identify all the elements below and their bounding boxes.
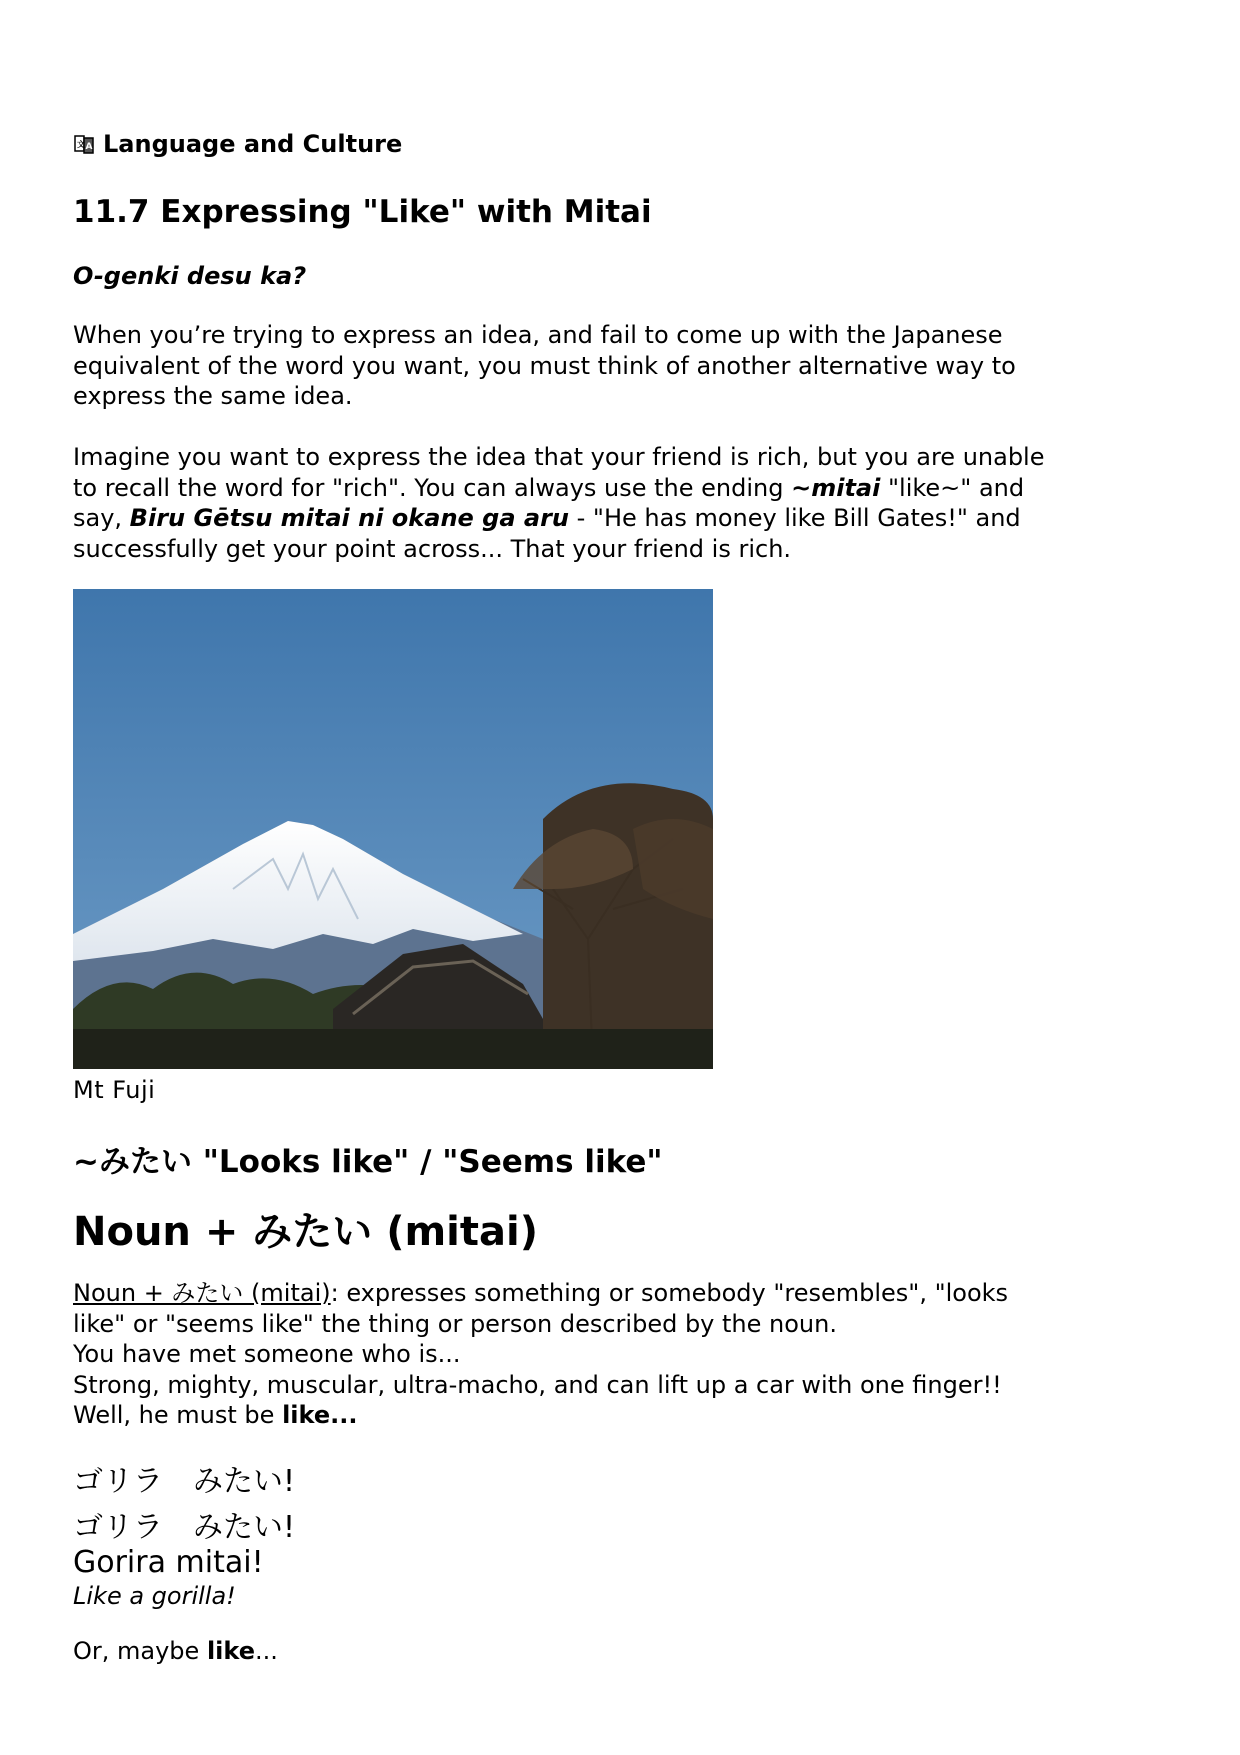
example-text: to recall the word for "rich". You can always use the ending	[73, 473, 792, 502]
page-title: 11.7 Expressing "Like" with Mitai	[73, 194, 652, 230]
section-label	[73, 130, 402, 158]
grammar-heading: Noun + みたい (mitai)	[73, 1209, 538, 1255]
intro-line: express the same idea.	[73, 382, 353, 410]
closing-text: ...	[254, 1637, 278, 1665]
section-label-text: Language and Culture	[103, 130, 403, 158]
intro-line: When you’re trying to express an idea, and fail to come up with the Japanese	[73, 321, 1003, 349]
japanese-sentence: ゴリラ みたい!	[73, 1510, 296, 1545]
japanese-sentence: ゴリラ みたい!	[73, 1464, 296, 1499]
english-translation: Like a gorilla!	[73, 1582, 236, 1610]
example-text: "like~" and	[880, 473, 1025, 502]
closing-line	[73, 1636, 1163, 1667]
explanation-paragraph	[73, 1278, 1163, 1431]
mt-fuji-photo	[73, 589, 713, 1069]
example-text: - "He has money like Bill Gates!" and	[569, 504, 1021, 532]
example-paragraph	[73, 442, 1163, 564]
greeting: O-genki desu ka?	[73, 262, 307, 290]
explanation-text: : expresses something or somebody "resembles", "looks	[330, 1279, 1009, 1307]
svg-text:文: 文	[77, 140, 85, 149]
closing-text: Or, maybe	[73, 1637, 207, 1665]
language-icon	[73, 133, 95, 155]
example-line: successfully get your point across... That your friend is rich.	[73, 534, 792, 563]
example-text: say,	[73, 504, 130, 532]
emphasis: like...	[282, 1401, 358, 1429]
grammar-pattern: Noun + みたい (mitai)	[73, 1279, 331, 1307]
mitai-term: ~mitai	[791, 473, 881, 502]
example-line: Imagine you want to express the idea that your friend is rich, but you are unable	[73, 443, 1045, 471]
subheading: ~みたい "Looks like" / "Seems like"	[73, 1144, 663, 1180]
example-sentence: Biru Gētsu mitai ni okane ga aru	[129, 504, 570, 532]
romaji-sentence: Gorira mitai!	[73, 1545, 264, 1580]
emphasis: like	[206, 1637, 255, 1665]
explanation-line: like" or "seems like" the thing or person described by the noun.	[73, 1309, 837, 1338]
svg-text:A: A	[85, 142, 93, 152]
explanation-text: Well, he must be	[73, 1401, 283, 1429]
explanation-line: Strong, mighty, muscular, ultra-macho, and can lift up a car with one finger!!	[73, 1370, 1002, 1399]
intro-paragraph	[73, 320, 1163, 412]
intro-line: equivalent of the word you want, you must think of another alternative way to	[73, 351, 1016, 380]
explanation-line: You have met someone who is...	[73, 1340, 461, 1368]
photo-caption: Mt Fuji	[73, 1076, 156, 1104]
